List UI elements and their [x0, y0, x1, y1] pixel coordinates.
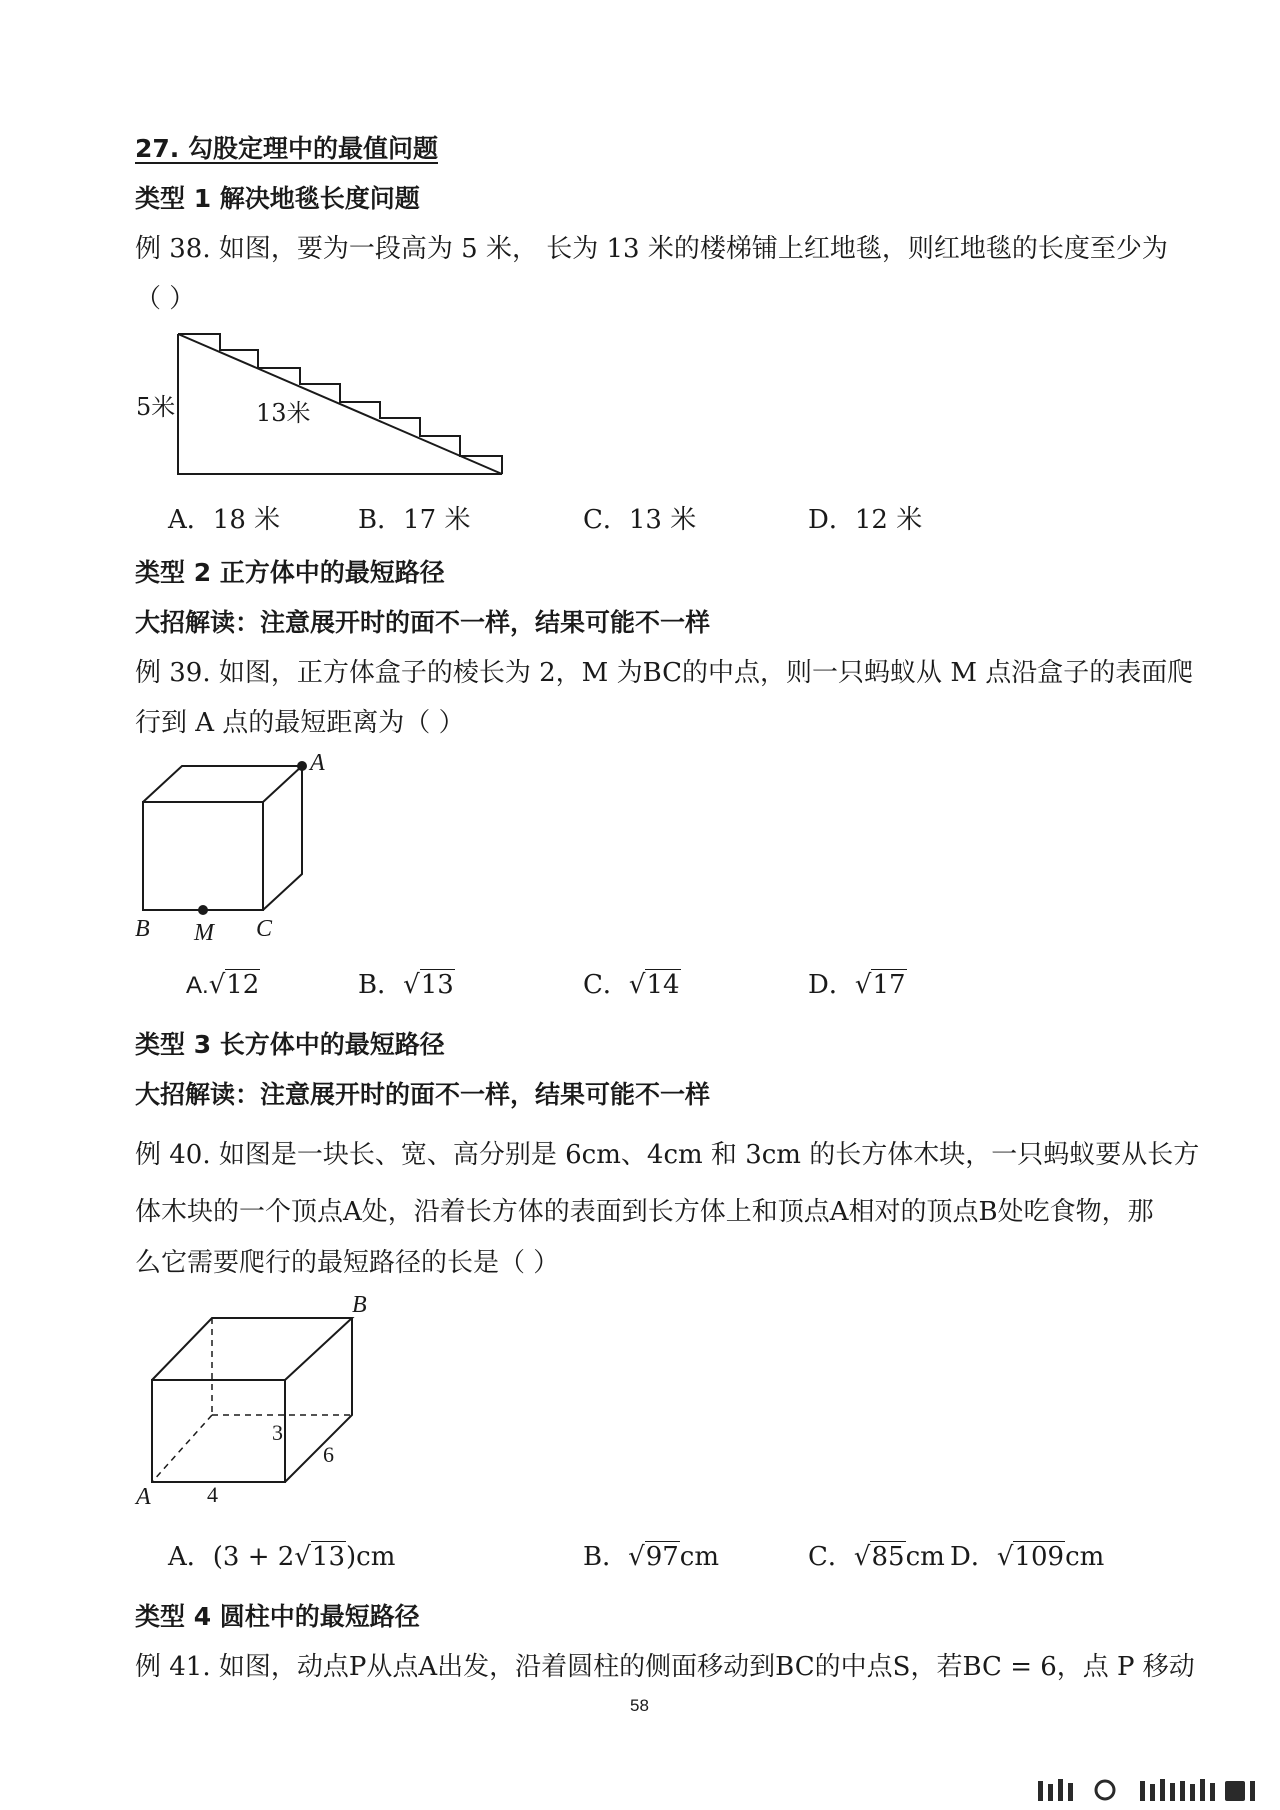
q40-option-a-after: )cm — [346, 1542, 396, 1572]
cube-label-c: C — [256, 916, 273, 942]
type3-tip: 大招解读：注意展开时的面不一样，结果可能不一样 — [135, 1080, 711, 1109]
q40-option-b-radicand: 97 — [645, 1542, 679, 1572]
q39-option-d-prefix: D． — [808, 970, 855, 1000]
type2-tip: 大招解读：注意展开时的面不一样，结果可能不一样 — [135, 608, 711, 637]
cube-label-a: A — [310, 750, 325, 776]
q38-option-b[interactable]: B．17 米 — [358, 505, 471, 535]
cuboid-label-width: 4 — [207, 1482, 218, 1507]
q39-option-a-radicand: 12 — [226, 970, 260, 1000]
q38-line2: （ ） — [135, 284, 196, 314]
q40-option-d-radicand: 109 — [1014, 1542, 1065, 1572]
q40-option-b-after: cm — [679, 1542, 719, 1572]
q40-option-d-prefix: D． — [950, 1542, 997, 1572]
q41-line1: 例 41. 如图，动点P从点A出发，沿着圆柱的侧面移动到BC的中点S，若BC = 6，点 P 移动 — [135, 1652, 1195, 1682]
page-number: 58 — [630, 1696, 649, 1715]
sqrt-icon: √ — [628, 1542, 645, 1572]
stairs-height-label: 5米 — [136, 393, 176, 421]
q40-option-d-after: cm — [1065, 1542, 1105, 1572]
q39-line1: 例 39. 如图，正方体盒子的棱长为 2，M 为BC的中点，则一只蚂蚁从 M 点沿盒子的表面爬 — [135, 658, 1194, 688]
cuboid-label-height: 3 — [272, 1420, 283, 1445]
cube-label-m: M — [194, 920, 214, 946]
q39-option-b-radicand: 13 — [420, 970, 454, 1000]
cuboid-label-length: 6 — [323, 1442, 334, 1467]
type4-heading: 类型 4 圆柱中的最短路径 — [135, 1602, 420, 1631]
sqrt-icon: √ — [294, 1542, 311, 1572]
cube-label-b: B — [135, 916, 150, 942]
q40-option-a-before: (3 + 2 — [212, 1542, 295, 1572]
q40-line2: 体木块的一个顶点A处，沿着长方体的表面到长方体上和顶点A相对的顶点B处吃食物，那 — [135, 1197, 1154, 1227]
q39-option-b-prefix: B． — [358, 970, 404, 1000]
sqrt-icon: √ — [996, 1542, 1014, 1572]
q39-option-a-prefix: A. — [186, 972, 209, 999]
sqrt-icon: √ — [403, 970, 420, 1000]
stairs-length-label: 13米 — [256, 399, 311, 427]
sqrt-icon: √ — [854, 970, 872, 1000]
sqrt-icon: √ — [208, 970, 226, 1000]
q38-line1: 例 38. 如图，要为一段高为 5 米， 长为 13 米的楼梯铺上红地毯，则红地毯的长度至少为 — [135, 234, 1168, 264]
q40-option-c-prefix: C． — [808, 1542, 854, 1572]
q39-option-c-prefix: C． — [583, 970, 629, 1000]
q38-option-d[interactable]: D．12 米 — [808, 505, 923, 535]
q40-option-c-radicand: 85 — [871, 1542, 905, 1572]
q39-option-d-radicand: 17 — [872, 970, 906, 1000]
cuboid-label-a: A — [136, 1484, 151, 1510]
section-title: 27. 勾股定理中的最值问题 — [135, 134, 438, 163]
q40-line1: 例 40. 如图是一块长、宽、高分别是 6cm、4cm 和 3cm 的长方体木块，一只蚂蚁要从长方 — [135, 1140, 1200, 1170]
sqrt-icon: √ — [628, 970, 646, 1000]
type1-heading: 类型 1 解决地毯长度问题 — [135, 184, 420, 213]
q38-option-a[interactable]: A．18 米 — [168, 505, 281, 535]
q40-option-a-prefix: A． — [168, 1542, 213, 1572]
q40-line3: 么它需要爬行的最短路径的长是（ ） — [135, 1248, 560, 1278]
q40-option-b-prefix: B． — [583, 1542, 629, 1572]
sqrt-icon: √ — [853, 1542, 871, 1572]
type2-heading: 类型 2 正方体中的最短路径 — [135, 558, 445, 587]
q40-option-c-after: cm — [905, 1542, 945, 1572]
q38-option-c[interactable]: C．13 米 — [583, 505, 697, 535]
type3-heading: 类型 3 长方体中的最短路径 — [135, 1030, 445, 1059]
q40-option-a-radicand: 13 — [311, 1542, 345, 1572]
q39-line2: 行到 A 点的最短距离为（ ） — [135, 708, 465, 738]
cuboid-label-b: B — [352, 1292, 367, 1318]
q39-option-c-radicand: 14 — [646, 970, 680, 1000]
